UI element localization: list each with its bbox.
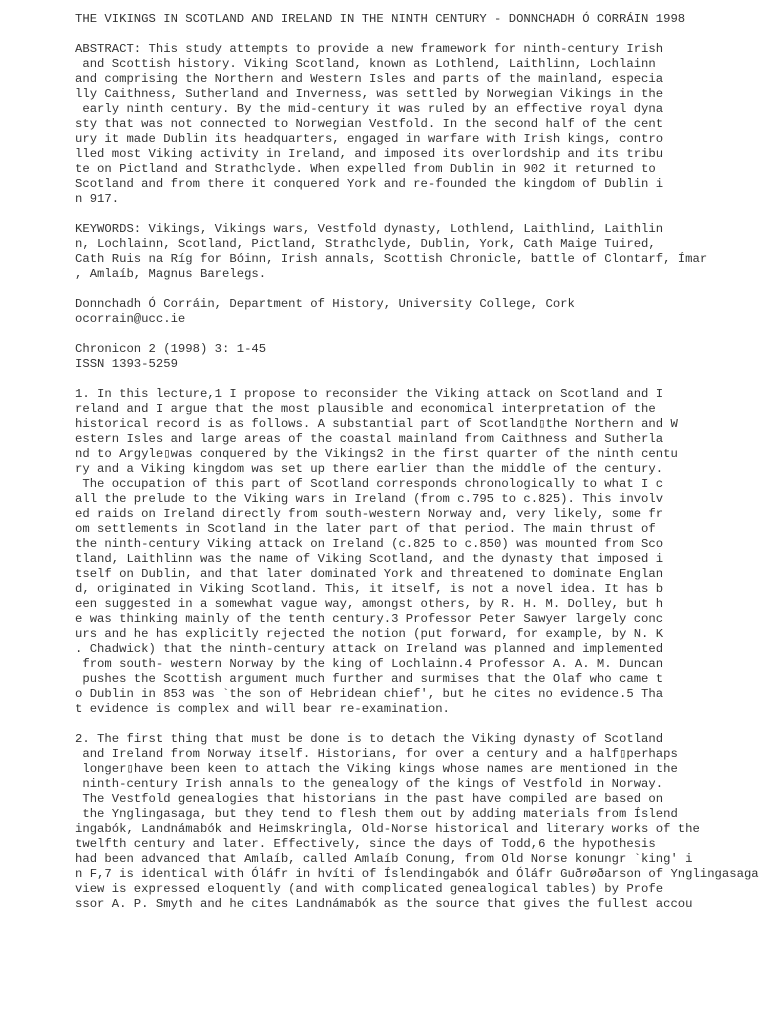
text-line: early ninth century. By the mid-century it was ruled by an effective royal dyna — [75, 102, 664, 116]
journal-citation — [75, 342, 768, 372]
keywords — [75, 222, 768, 282]
text-line: the ninth-century Viking attack on Ireland (c.825 to c.850) was mounted from Sco — [75, 537, 664, 551]
text-line: n 917. — [75, 192, 120, 206]
abstract — [75, 42, 768, 207]
text-line: ed raids on Ireland directly from south-western Norway and, very likely, some fr — [75, 507, 664, 521]
text-line: urs and he has explicitly rejected the notion (put forward, for example, by N. K — [75, 627, 664, 641]
text-line: historical record is as follows. A substantial part of Scotland▯the Northern and W — [75, 417, 678, 431]
text-line: n F,7 is identical with Óláfr in hvíti of Íslendingabók and Óláfr Guðrøðarson of Ynglingasaga — [75, 867, 759, 881]
text-line: The occupation of this part of Scotland corresponds chronologically to what I c — [75, 477, 664, 491]
document-page — [75, 12, 768, 927]
text-line: ssor A. P. Smyth and he cites Landnámabók as the source that gives the fullest accou — [75, 897, 693, 911]
text-line: ury it made Dublin its headquarters, engaged in warfare with Irish kings, contro — [75, 132, 664, 146]
text-line: twelfth century and later. Effectively, since the days of Todd,6 the hypothesis — [75, 837, 656, 851]
text-line: ry and a Viking kingdom was set up there earlier than the middle of the century. — [75, 462, 664, 476]
text-line: te on Pictland and Strathclyde. When expelled from Dublin in 902 it returned to — [75, 162, 656, 176]
paragraph-1 — [75, 387, 768, 717]
text-line: nd to Argyle▯was conquered by the Vikings2 in the first quarter of the ninth centu — [75, 447, 678, 461]
text-line: had been advanced that Amlaíb, called Amlaíb Conung, from Old Norse konungr `king' i — [75, 852, 693, 866]
text-line: tself on Dublin, and that later dominated York and threatened to dominate Englan — [75, 567, 664, 581]
text-line: The Vestfold genealogies that historians in the past have compiled are based on — [75, 792, 664, 806]
text-line: , Amlaíb, Magnus Barelegs. — [75, 267, 267, 281]
text-line: t evidence is complex and will bear re-examination. — [75, 702, 450, 716]
text-line: longer▯have been keen to attach the Viking kings whose names are mentioned in the — [75, 762, 678, 776]
text-line: sty that was not connected to Norwegian Vestfold. In the second half of the cent — [75, 117, 664, 131]
author-affiliation — [75, 297, 768, 327]
text-line: reland and I argue that the most plausible and economical interpretation of the — [75, 402, 656, 416]
text-line: Cath Ruis na Ríg for Bóinn, Irish annals, Scottish Chronicle, battle of Clontarf, Ímar — [75, 252, 708, 266]
text-line: Scotland and from there it conquered York and re-founded the kingdom of Dublin i — [75, 177, 664, 191]
text-line: ABSTRACT: This study attempts to provide a new framework for ninth-century Irish — [75, 42, 664, 56]
text-line: ninth-century Irish annals to the genealogy of the kings of Vestfold in Norway. — [75, 777, 664, 791]
text-line: and Scottish history. Viking Scotland, known as Lothlend, Laithlinn, Lochlainn — [75, 57, 656, 71]
text-line: een suggested in a somewhat vague way, amongst others, by R. H. M. Dolley, but h — [75, 597, 664, 611]
document-title — [75, 12, 768, 27]
text-line: ISSN 1393-5259 — [75, 357, 178, 371]
text-line: and Ireland from Norway itself. Historians, for over a century and a half▯perhaps — [75, 747, 678, 761]
text-line: and comprising the Northern and Western Isles and parts of the mainland, especia — [75, 72, 664, 86]
text-line: . Chadwick) that the ninth-century attack on Ireland was planned and implemented — [75, 642, 664, 656]
text-line: om settlements in Scotland in the later part of that period. The main thrust of — [75, 522, 656, 536]
text-line: e was thinking mainly of the tenth century.3 Professor Peter Sawyer largely conc — [75, 612, 664, 626]
text-line: Chronicon 2 (1998) 3: 1-45 — [75, 342, 267, 356]
text-line: d, originated in Viking Scotland. This, it itself, is not a novel idea. It has b — [75, 582, 664, 596]
text-line: tland, Laithlinn was the name of Viking Scotland, and the dynasty that imposed i — [75, 552, 664, 566]
text-line: view is expressed eloquently (and with complicated genealogical tables) by Profe — [75, 882, 664, 896]
text-line: pushes the Scottish argument much further and surmises that the Olaf who came t — [75, 672, 664, 686]
text-line: Donnchadh Ó Corráin, Department of History, University College, Cork — [75, 297, 575, 311]
text-line: estern Isles and large areas of the coastal mainland from Caithness and Sutherla — [75, 432, 664, 446]
text-line: all the prelude to the Viking wars in Ireland (from c.795 to c.825). This involv — [75, 492, 664, 506]
text-line: lled most Viking activity in Ireland, and imposed its overlordship and its tribu — [75, 147, 664, 161]
text-line: ingabók, Landnámabók and Heimskringla, Old-Norse historical and literary works of the — [75, 822, 700, 836]
text-line: n, Lochlainn, Scotland, Pictland, Strathclyde, Dublin, York, Cath Maige Tuired, — [75, 237, 656, 251]
title-line: THE VIKINGS IN SCOTLAND AND IRELAND IN THE NINTH CENTURY - DONNCHADH Ó CORRÁIN 1998 — [75, 12, 686, 26]
text-line: the Ynglingasaga, but they tend to flesh them out by adding materials from Íslend — [75, 807, 678, 821]
paragraph-2 — [75, 732, 768, 912]
text-line: 2. The first thing that must be done is to detach the Viking dynasty of Scotland — [75, 732, 664, 746]
text-line: o Dublin in 853 was `the son of Hebridean chief', but he cites no evidence.5 Tha — [75, 687, 664, 701]
text-line: from south- western Norway by the king of Lochlainn.4 Professor A. A. M. Duncan — [75, 657, 664, 671]
text-line: KEYWORDS: Vikings, Vikings wars, Vestfold dynasty, Lothlend, Laithlind, Laithlin — [75, 222, 664, 236]
text-line: lly Caithness, Sutherland and Inverness, was settled by Norwegian Vikings in the — [75, 87, 664, 101]
text-line: ocorrain@ucc.ie — [75, 312, 186, 326]
text-line: 1. In this lecture,1 I propose to reconsider the Viking attack on Scotland and I — [75, 387, 664, 401]
